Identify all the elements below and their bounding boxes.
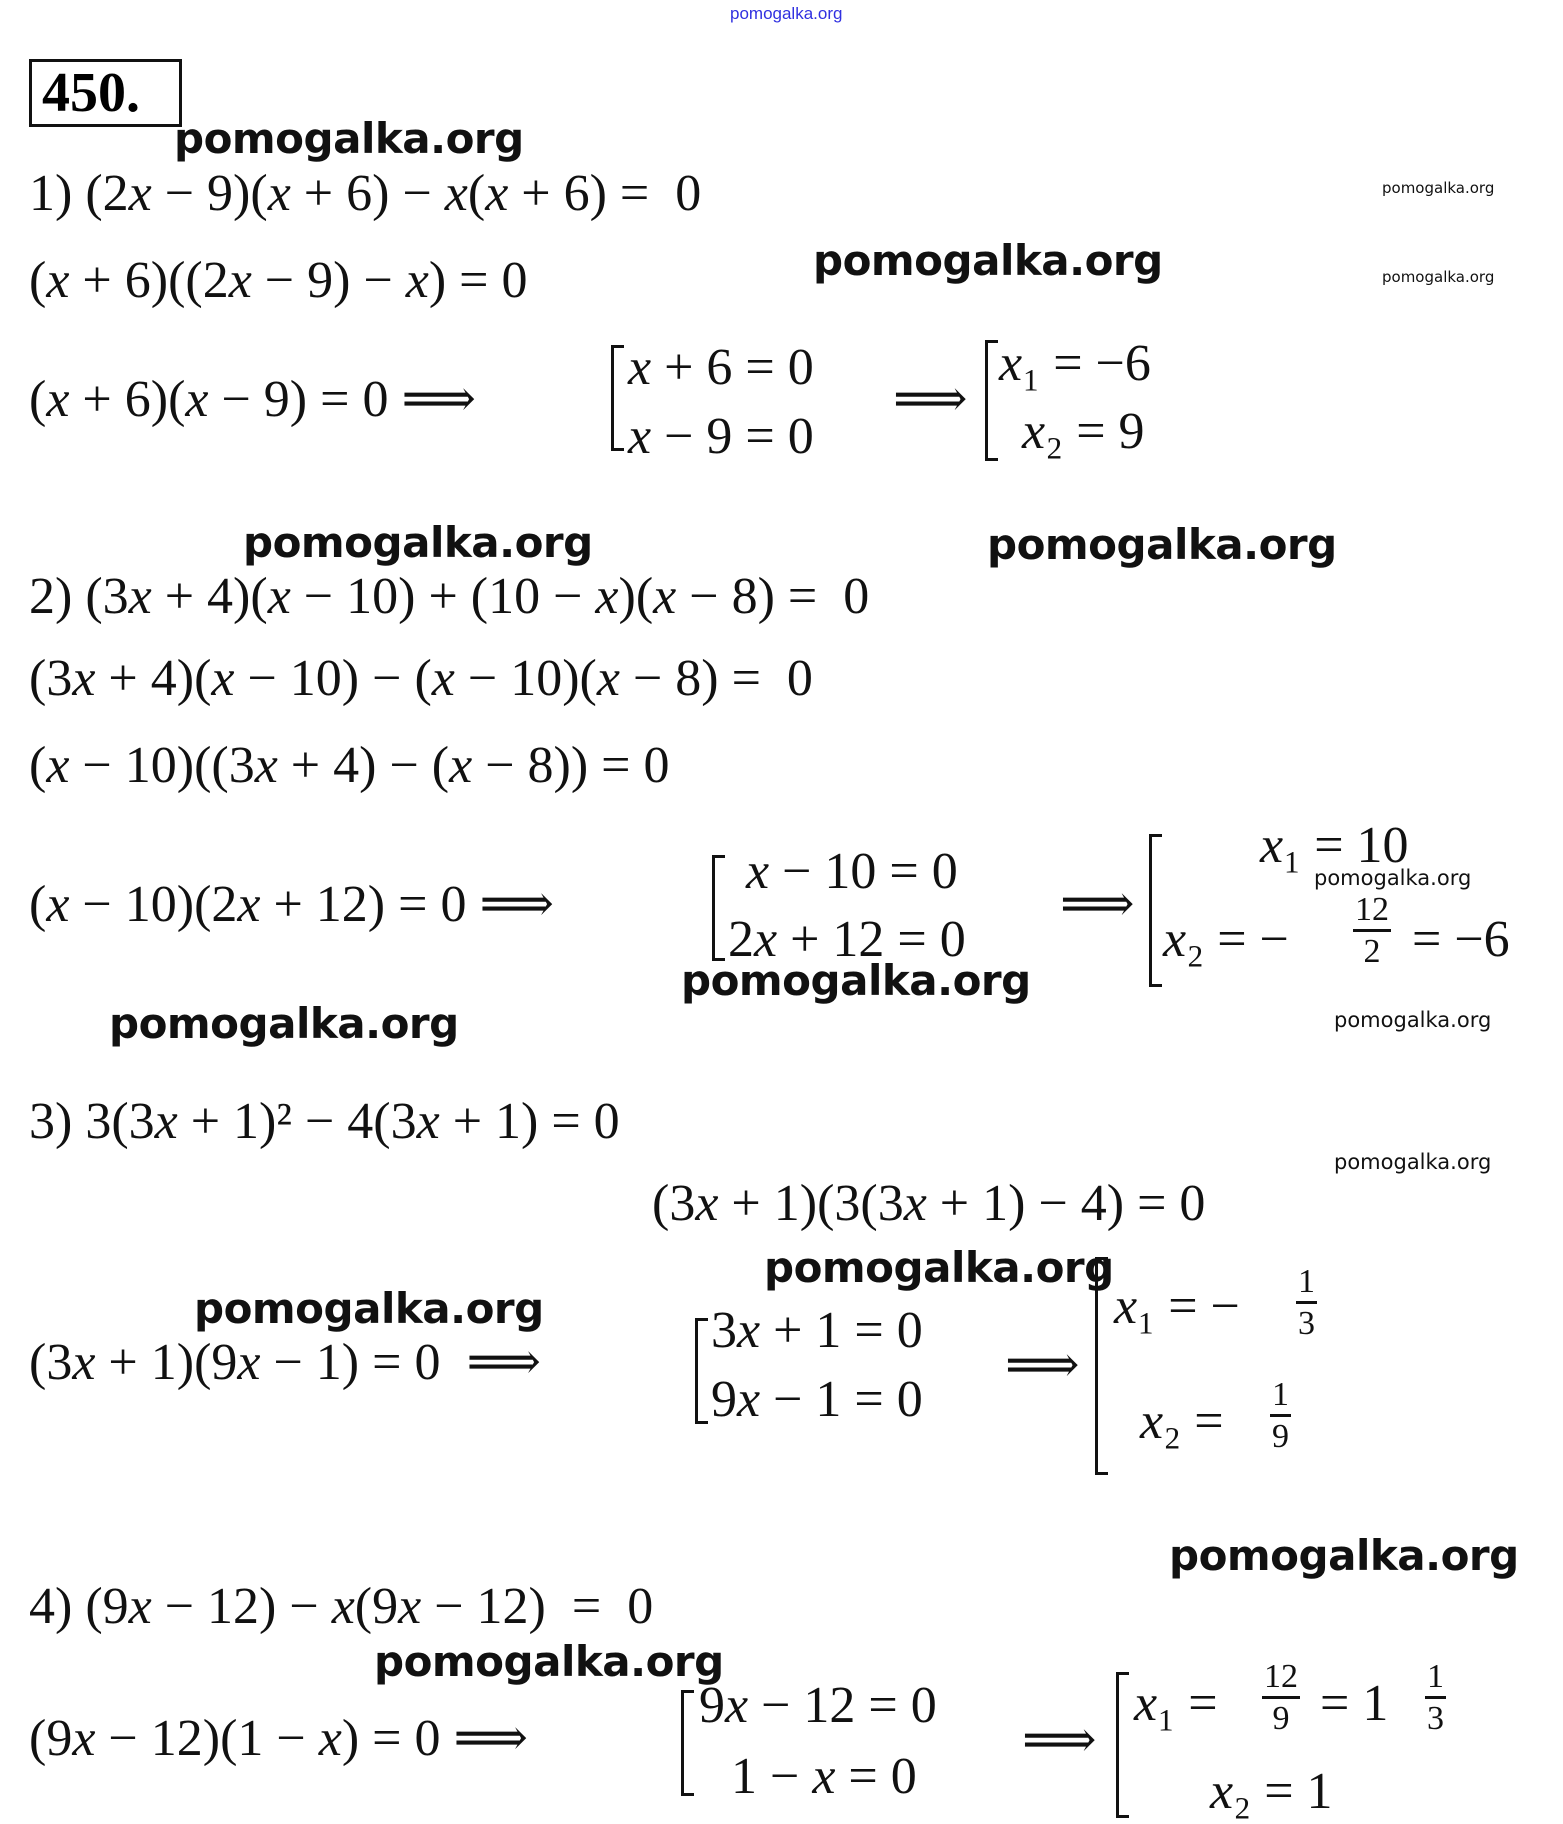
implies-arrow: ⟹ — [1005, 1337, 1080, 1394]
denominator: 2 — [1363, 933, 1381, 970]
equation-line: (x + 6)((2x − 9) − x) = 0 — [29, 252, 528, 309]
roots-bracket — [985, 340, 998, 461]
denominator: 9 — [1272, 1700, 1290, 1737]
system-bracket — [712, 855, 725, 961]
watermark: pomogalka.org — [109, 999, 459, 1048]
equation-line: (x + 6)(x − 9) = 0 ⟹ — [29, 371, 476, 428]
equation-line: 1) (2x − 9)(x + 6) − x(x + 6) = 0 — [29, 165, 702, 222]
watermark: pomogalka.org — [681, 956, 1031, 1005]
system-equation: 1 − x = 0 — [731, 1748, 917, 1805]
numerator: 12 — [1353, 893, 1391, 932]
equation-line: (x − 10)((3x + 4) − (x − 8)) = 0 — [29, 737, 670, 794]
equation-line: (x − 10)(2x + 12) = 0 ⟹ — [29, 876, 554, 933]
watermark: pomogalka.org — [1334, 1150, 1492, 1174]
problem-number: 450. — [29, 59, 182, 127]
system-bracket — [611, 345, 624, 451]
equation-line: 3) 3(3x + 1)² − 4(3x + 1) = 0 — [29, 1093, 620, 1150]
watermark: pomogalka.org — [1314, 866, 1472, 890]
fraction — [1353, 893, 1391, 969]
watermark: pomogalka.org — [813, 236, 1163, 285]
fraction — [1270, 1378, 1291, 1454]
fraction — [1296, 1265, 1317, 1341]
implies-arrow: ⟹ — [1060, 876, 1135, 933]
fraction — [1425, 1660, 1446, 1736]
watermark: pomogalka.org — [174, 114, 524, 163]
root: x₂ = — [1140, 1393, 1224, 1450]
equation-line: (3x + 1)(3(3x + 1) − 4) = 0 — [652, 1175, 1206, 1232]
implies-arrow: ⟹ — [893, 371, 968, 428]
numerator: 1 — [1425, 1660, 1446, 1699]
root: x₁ = — [1134, 1675, 1218, 1732]
denominator: 3 — [1427, 1700, 1444, 1737]
denominator: 9 — [1272, 1418, 1289, 1455]
system-equation: 2x + 12 = 0 — [728, 911, 966, 968]
root: x₂ = 1 — [1210, 1763, 1333, 1820]
equation-line: (3x + 1)(9x − 1) = 0 ⟹ — [29, 1334, 541, 1391]
watermark: pomogalka.org — [1382, 179, 1495, 197]
system-equation: 9x − 1 = 0 — [711, 1371, 923, 1428]
watermark: pomogalka.org — [374, 1637, 724, 1686]
fraction — [1262, 1660, 1300, 1736]
watermark: pomogalka.org — [1169, 1531, 1519, 1580]
watermark: pomogalka.org — [1382, 268, 1495, 286]
root: = −6 — [1412, 911, 1510, 968]
system-equation: x − 9 = 0 — [628, 408, 814, 465]
system-bracket — [695, 1318, 708, 1424]
watermark: pomogalka.org — [1334, 1008, 1492, 1032]
equation-line: 2) (3x + 4)(x − 10) + (10 − x)(x − 8) = 0 — [29, 568, 870, 625]
root: = 1 — [1320, 1675, 1389, 1732]
equation-line: 4) (9x − 12) − x(9x − 12) = 0 — [29, 1578, 654, 1635]
watermark: pomogalka.org — [243, 518, 593, 567]
system-equation: x − 10 = 0 — [746, 843, 958, 900]
root: x₁ = −6 — [999, 335, 1151, 392]
watermark: pomogalka.org — [194, 1284, 544, 1333]
system-equation: 9x − 12 = 0 — [699, 1677, 937, 1734]
watermark: pomogalka.org — [987, 520, 1337, 569]
roots-bracket — [1116, 1672, 1129, 1818]
root: x₁ = 10 — [1260, 817, 1409, 874]
system-equation: x + 6 = 0 — [628, 339, 814, 396]
numerator: 1 — [1296, 1265, 1317, 1304]
equation-line: (9x − 12)(1 − x) = 0 ⟹ — [29, 1710, 529, 1767]
root: x₁ = − — [1114, 1278, 1240, 1335]
header-watermark: pomogalka.org — [730, 4, 843, 23]
numerator: 12 — [1262, 1660, 1300, 1699]
roots-bracket — [1149, 834, 1162, 987]
root: x₂ = − — [1163, 911, 1289, 968]
system-equation: 3x + 1 = 0 — [711, 1302, 923, 1359]
numerator: 1 — [1270, 1378, 1291, 1417]
root: x₂ = 9 — [1022, 403, 1145, 460]
system-bracket — [681, 1690, 694, 1796]
watermark: pomogalka.org — [764, 1243, 1114, 1292]
roots-bracket — [1095, 1257, 1108, 1475]
implies-arrow: ⟹ — [1022, 1712, 1097, 1769]
denominator: 3 — [1298, 1305, 1315, 1342]
equation-line: (3x + 4)(x − 10) − (x − 10)(x − 8) = 0 — [29, 650, 813, 707]
